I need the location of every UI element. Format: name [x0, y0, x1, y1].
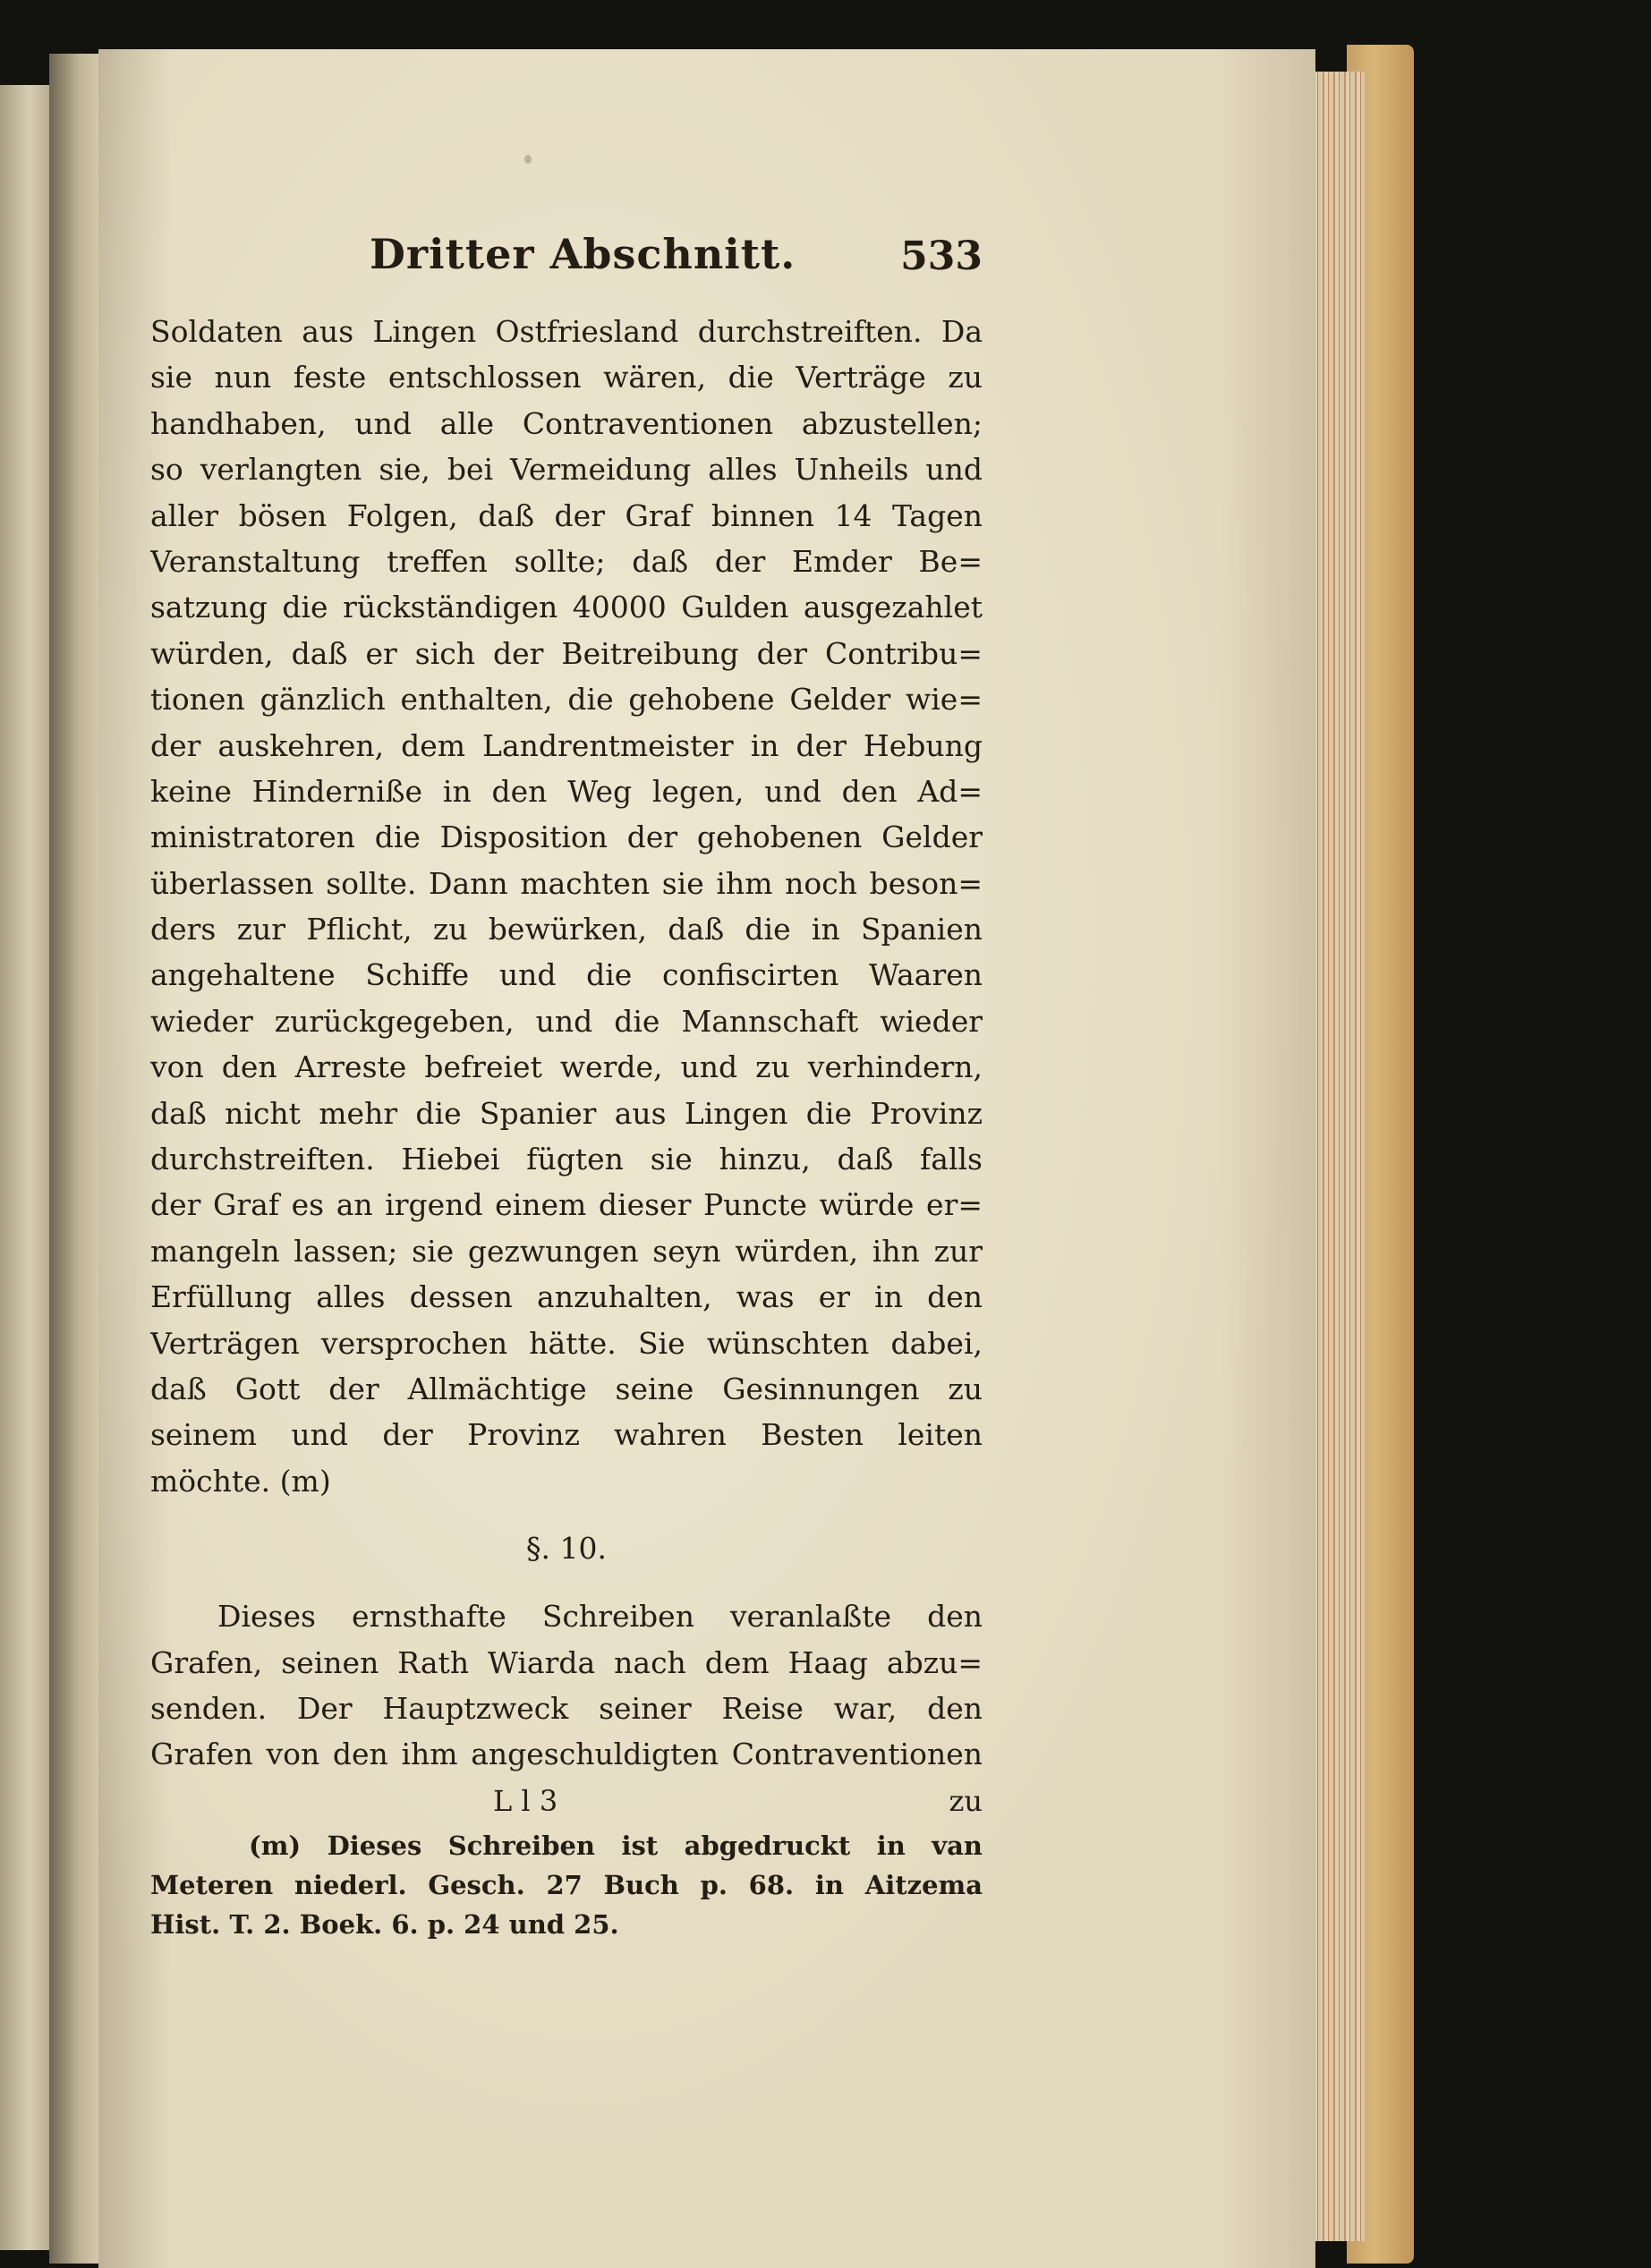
- signature-line: [150, 1778, 983, 1824]
- text-line: daß Gott der Allmächtige seine Gesinnungen zu: [150, 1371, 983, 1406]
- text-line: Grafen von den ihm angeschuldigten Contraventionen: [150, 1737, 983, 1772]
- text-line: mangeln lassen; sie gezwungen seyn würden, ihn zur: [150, 1233, 983, 1269]
- text-line: keine Hinderniße in den Weg legen, und den Ad=: [150, 773, 983, 809]
- text-line: aller bösen Folgen, daß der Graf binnen 14 Tagen: [150, 497, 983, 533]
- text-line: so verlangten sie, bei Vermeidung alles Unheils und: [150, 452, 983, 488]
- printer-signature: L l 3: [493, 1783, 558, 1818]
- text-line: tionen gänzlich enthalten, die gehobene Gelder wie=: [150, 682, 983, 718]
- running-title: Dritter Abschnitt.: [370, 230, 796, 278]
- footnote-line: (m) Dieses Schreiben ist abgedruckt in van: [249, 1830, 983, 1861]
- ink-speck: [524, 155, 532, 164]
- text-line: ministratoren die Disposition der gehobenen Gelder: [150, 820, 983, 855]
- text-line: überlassen sollte. Dann machten sie ihm noch beson=: [150, 865, 983, 901]
- text-line: der auskehren, dem Landrentmeister in der Hebung: [150, 727, 983, 763]
- text-line: sie nun feste entschlossen wären, die Verträge zu: [150, 360, 983, 395]
- facing-page-edge: [0, 85, 49, 2250]
- running-head: [150, 228, 983, 309]
- text-line: Erfüllung alles dessen anzuhalten, was er in den: [150, 1279, 983, 1315]
- text-line: seinem und der Provinz wahren Besten leiten: [150, 1417, 983, 1453]
- text-line: Grafen, seinen Rath Wiarda nach dem Haag abzu=: [150, 1644, 983, 1680]
- page-text: [150, 228, 983, 1944]
- footnote-line: Meteren niederl. Gesch. 27 Buch p. 68. in Aitzema: [150, 1869, 983, 1900]
- text-line: durchstreiften. Hiebei fügten sie hinzu, daß falls: [150, 1142, 983, 1177]
- text-line: Veranstaltung treffen sollte; daß der Emder Be=: [150, 543, 983, 579]
- page-number: 533: [900, 234, 983, 279]
- text-line: handhaben, und alle Contraventionen abzustellen;: [150, 405, 983, 441]
- section-paragraph: [150, 1593, 983, 1778]
- text-line: Dieses ernsthafte Schreiben veranlaßte den: [217, 1599, 983, 1635]
- footnote: [150, 1826, 983, 1944]
- book-gutter: [49, 54, 103, 2264]
- text-line: der Graf es an irgend einem dieser Puncte würde er=: [150, 1187, 983, 1223]
- catchword: zu: [949, 1783, 983, 1818]
- text-line: satzung die rückständigen 40000 Gulden ausgezahlet: [150, 590, 983, 625]
- text-line: möchte. (m): [150, 1463, 331, 1499]
- text-line: ders zur Pflicht, zu bewürken, daß die in Spanien: [150, 912, 983, 947]
- text-line: angehaltene Schiffe und die confiscirten Waaren: [150, 957, 983, 993]
- footnote-line: Hist. T. 2. Boek. 6. p. 24 und 25.: [150, 1908, 619, 1940]
- main-paragraph: [150, 309, 983, 1504]
- text-line: wieder zurückgegeben, und die Mannschaft wieder: [150, 1003, 983, 1039]
- text-line: von den Arreste befreiet werde, und zu verhindern,: [150, 1049, 983, 1085]
- text-line: daß nicht mehr die Spanier aus Lingen die Provinz: [150, 1095, 983, 1131]
- section-heading: §. 10.: [526, 1531, 607, 1567]
- text-line: Verträgen versprochen hätte. Sie wünschten dabei,: [150, 1325, 983, 1361]
- text-line: würden, daß er sich der Beitreibung der Contribu=: [150, 635, 983, 671]
- text-line: Soldaten aus Lingen Ostfriesland durchstreiften. Da: [150, 314, 983, 349]
- text-line: senden. Der Hauptzweck seiner Reise war, den: [150, 1690, 983, 1726]
